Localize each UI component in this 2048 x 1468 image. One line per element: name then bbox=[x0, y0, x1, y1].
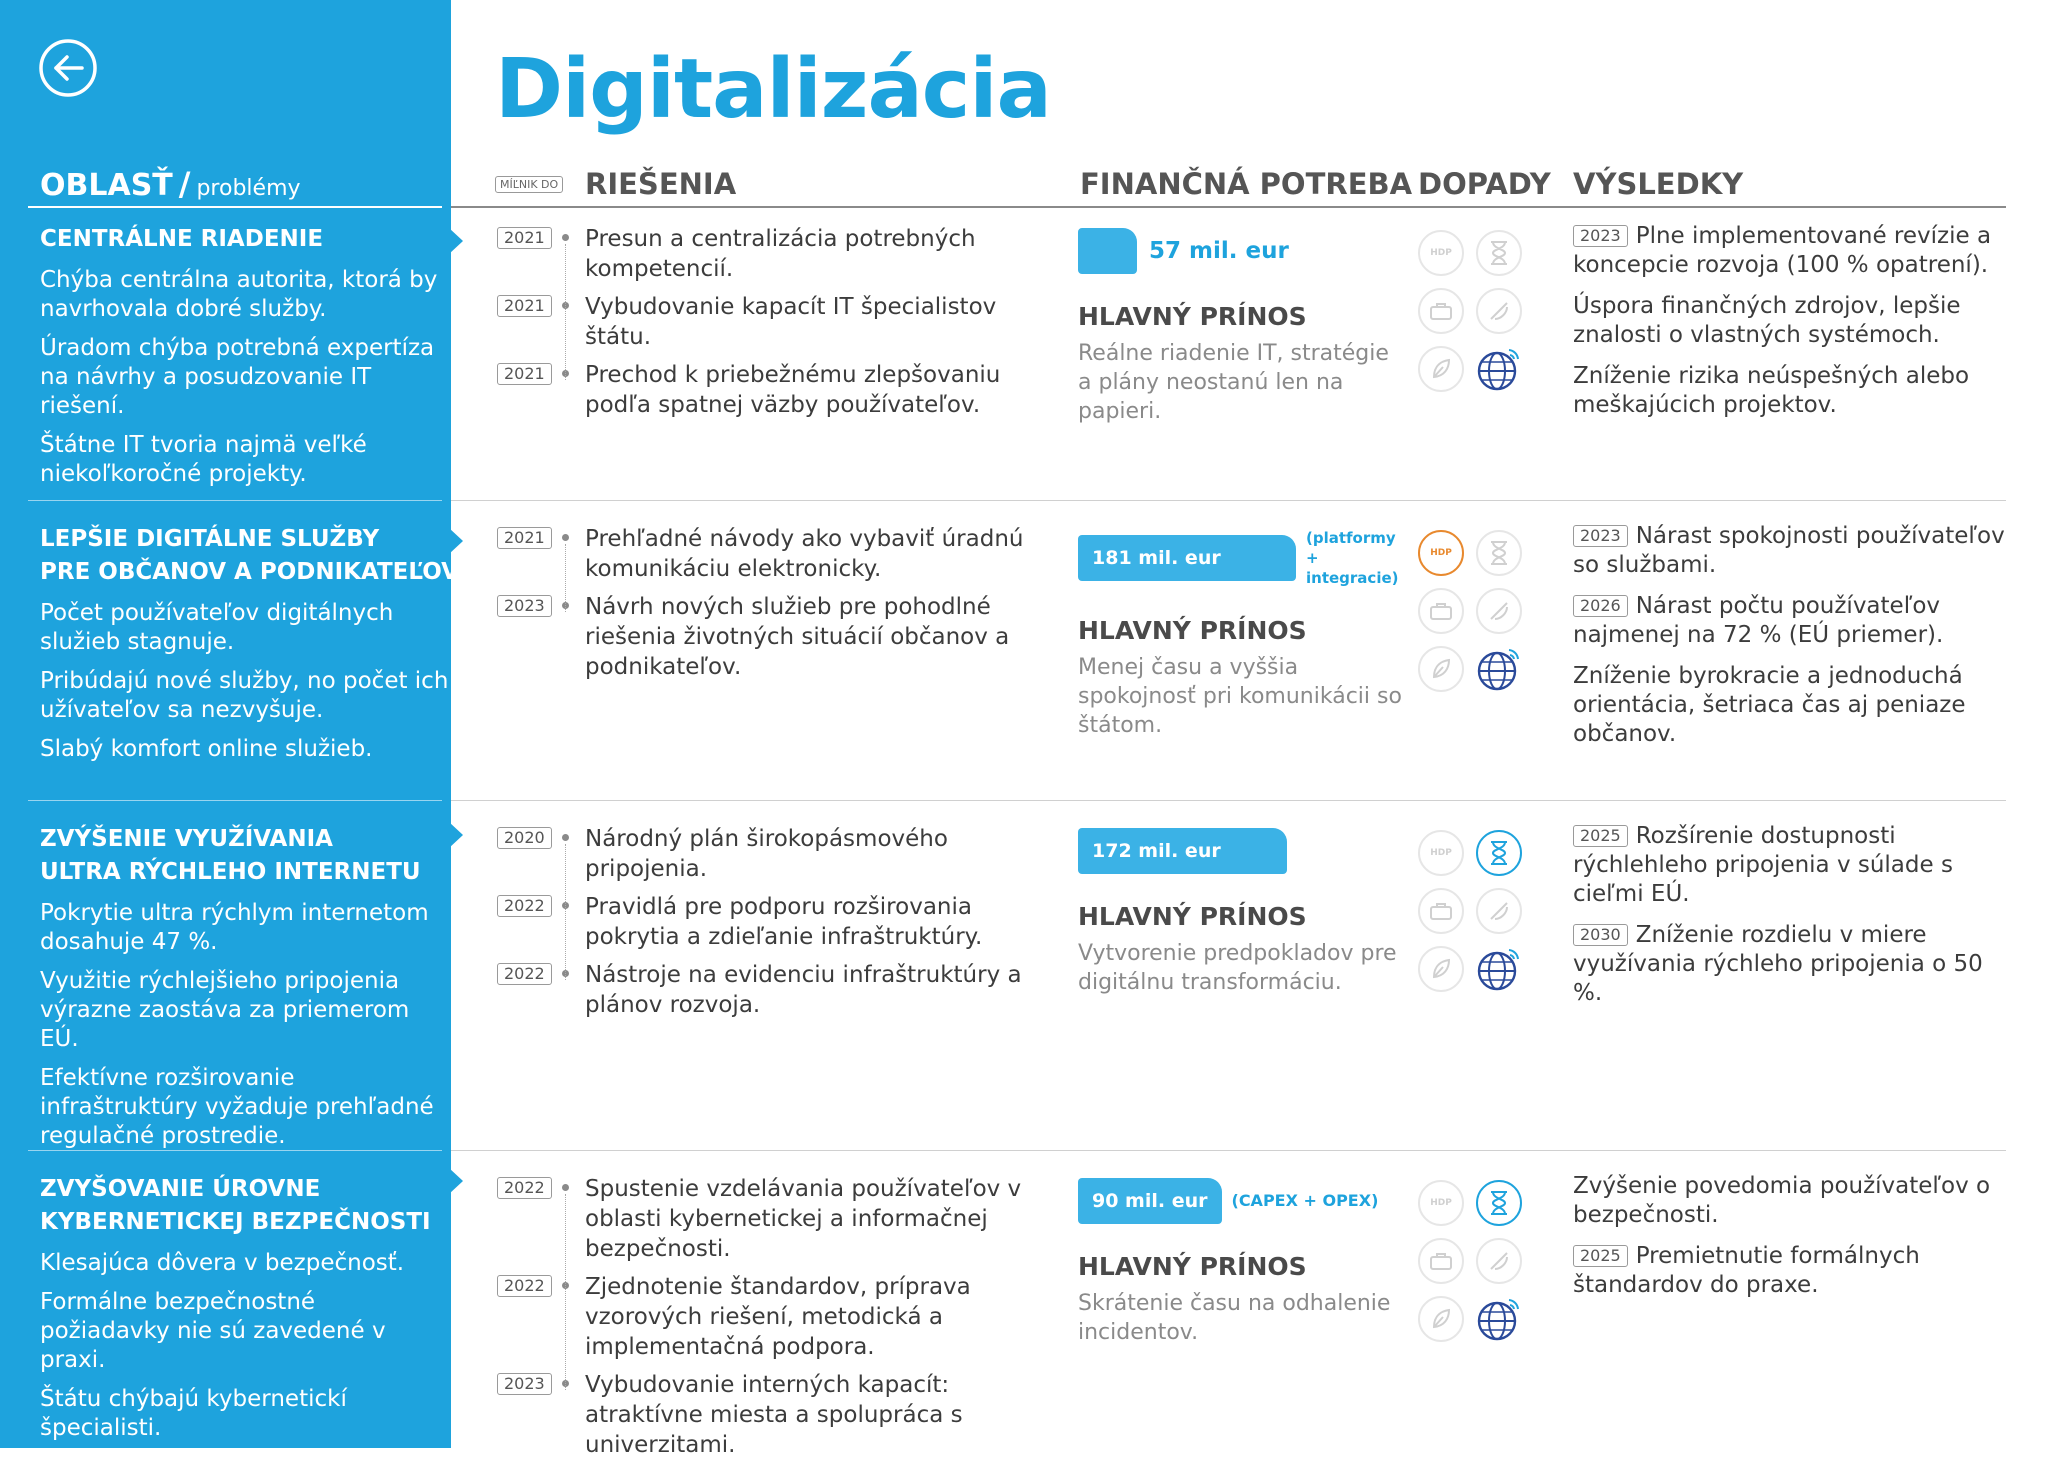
solution-text: Spustenie vzdelávania používateľov v oblasti kybernetickej a informačnej bezpečnosti. bbox=[585, 1176, 1022, 1262]
problem-item: Chýba centrálna autorita, ktorá by navrhovala dobré služby. bbox=[40, 267, 438, 322]
problem-item: Štátu chýbajú kybernetickí špecialisti. bbox=[40, 1386, 347, 1441]
solution-text: Presun a centralizácia potrebných kompetencií. bbox=[585, 226, 976, 282]
funding-bar: 172 mil. eur bbox=[1078, 828, 1287, 874]
result-text: Zníženie rozdielu v miere využívania rýchleho pripojenia o 50 %. bbox=[1573, 922, 1983, 1006]
result-text: Rozšírenie dostupnosti rýchlehleho pripojenia v súlade s cieľmi EÚ. bbox=[1573, 823, 1953, 907]
problems-list bbox=[40, 599, 450, 774]
benefit-text: Skrátenie času na odhalenie incidentov. bbox=[1078, 1291, 1391, 1345]
funding-bar bbox=[1078, 228, 1137, 274]
solution-text: Návrh nových služieb pre pohodlné riešenia životných situácií občanov a podnikateľov. bbox=[585, 594, 1010, 680]
col-financial: FINANČNÁ POTREBA bbox=[1080, 167, 1413, 201]
section-arrow bbox=[449, 822, 463, 848]
result-item bbox=[1573, 822, 2013, 909]
funding-bar: 181 mil. eur bbox=[1078, 535, 1296, 581]
solution-item bbox=[497, 892, 1057, 952]
milestone-year: 2021 bbox=[497, 527, 552, 549]
milestone-year: 2023 bbox=[497, 1373, 552, 1395]
benefit-title: HLAVNÝ PRÍNOS bbox=[1078, 302, 1307, 331]
section-arrow bbox=[449, 528, 463, 554]
result-item bbox=[1573, 1242, 2013, 1300]
results-list bbox=[1573, 222, 2013, 432]
impacts-grid bbox=[1418, 230, 1528, 396]
result-text: Nárast počtu používateľov najmenej na 72 % (EÚ priemer). bbox=[1573, 593, 1944, 648]
sidebar-divider bbox=[28, 500, 442, 501]
row-separator bbox=[451, 800, 2006, 801]
problem-item: Slabý komfort online služieb. bbox=[40, 736, 373, 762]
solution-text: Vybudovanie kapacít IT špecialistov štátu. bbox=[585, 294, 997, 350]
benefit-title: HLAVNÝ PRÍNOS bbox=[1078, 616, 1307, 645]
problem-item: Štátne IT tvoria najmä veľké niekoľkoročné projekty. bbox=[40, 432, 367, 487]
solution-text: Prechod k priebežnému zlepšovaniu podľa spatnej väzby používateľov. bbox=[585, 362, 1001, 418]
financial-block bbox=[1078, 228, 1408, 426]
results-list bbox=[1573, 822, 2013, 1020]
leaf-icon bbox=[1418, 1296, 1464, 1342]
milestone-year: 2022 bbox=[497, 1275, 552, 1297]
result-item bbox=[1573, 921, 2013, 1008]
briefcase-icon bbox=[1418, 888, 1464, 934]
result-year: 2023 bbox=[1573, 525, 1628, 547]
sidebar-header-rule bbox=[28, 206, 442, 208]
result-text: Nárast spokojnosti používateľov so službami. bbox=[1573, 523, 2005, 578]
page-title: Digitalizácia bbox=[495, 42, 1051, 137]
benefit-title: HLAVNÝ PRÍNOS bbox=[1078, 902, 1307, 931]
result-year: 2026 bbox=[1573, 595, 1628, 617]
solution-text: Pravidlá pre podporu rozširovania pokrytia a zdieľanie infraštruktúry. bbox=[585, 894, 983, 950]
funding-amount: 57 mil. eur bbox=[1149, 238, 1289, 264]
section-title-line: ZVÝŠENIE VYUŽÍVANIA bbox=[40, 826, 333, 852]
globe-icon bbox=[1476, 346, 1522, 396]
section-title-line: ZVYŠOVANIE ÚROVNE bbox=[40, 1176, 321, 1202]
hdp-icon: HDP bbox=[1418, 1180, 1464, 1226]
result-item bbox=[1573, 292, 2013, 350]
result-year: 2023 bbox=[1573, 225, 1628, 247]
funding-note: (CAPEX + OPEX) bbox=[1231, 1191, 1379, 1210]
solution-item bbox=[497, 1370, 1057, 1460]
result-text: Plne implementované revízie a koncepcie rozvoja (100 % opatrení). bbox=[1573, 223, 1992, 278]
milestone-label: MÍĽNIK DO bbox=[495, 176, 563, 193]
timeline-line bbox=[565, 844, 567, 980]
solution-text: Národný plán širokopásmového pripojenia. bbox=[585, 826, 948, 882]
solution-item bbox=[497, 524, 1057, 584]
problem-item: Úradom chýba potrebná expertíza na návrhy a posudzovanie IT riešení. bbox=[40, 335, 435, 419]
briefcase-icon bbox=[1418, 588, 1464, 634]
problem-item: Efektívne rozširovanie infraštruktúry vyžaduje prehľadné regulačné prostredie. bbox=[40, 1065, 434, 1149]
solution-item bbox=[497, 824, 1057, 884]
hdp-icon: HDP bbox=[1418, 530, 1464, 576]
problem-item: Klesajúca dôvera v bezpečnosť. bbox=[40, 1250, 405, 1276]
sidebar bbox=[0, 0, 459, 1448]
timeline-line bbox=[565, 1194, 567, 1390]
result-year: 2025 bbox=[1573, 1245, 1628, 1267]
result-text: Premietnutie formálnych štandardov do praxe. bbox=[1573, 1243, 1920, 1298]
timeline-line bbox=[565, 244, 567, 380]
problem-item: Formálne bezpečnostné požiadavky nie sú zavedené v praxi. bbox=[40, 1289, 386, 1373]
solution-text: Prehľadné návody ako vybaviť úradnú komunikáciu elektronicky. bbox=[585, 526, 1024, 582]
section-arrow bbox=[449, 1168, 463, 1194]
milestone-year: 2022 bbox=[497, 963, 552, 985]
milestone-year: 2020 bbox=[497, 827, 552, 849]
solution-item bbox=[497, 292, 1057, 352]
solutions-list bbox=[497, 1174, 1057, 1468]
health-icon bbox=[1476, 288, 1522, 334]
section-title-line: LEPŠIE DIGITÁLNE SLUŽBY bbox=[40, 526, 380, 552]
result-item bbox=[1573, 662, 2013, 749]
col-results: VÝSLEDKY bbox=[1573, 167, 1744, 201]
back-arrow-icon bbox=[38, 38, 98, 98]
briefcase-icon bbox=[1418, 288, 1464, 334]
milestone-year: 2021 bbox=[497, 295, 552, 317]
section-arrow bbox=[449, 228, 463, 254]
benefit-text: Reálne riadenie IT, stratégie a plány neostanú len na papieri. bbox=[1078, 341, 1389, 424]
leaf-icon bbox=[1418, 946, 1464, 992]
result-year: 2030 bbox=[1573, 924, 1628, 946]
hourglass-icon bbox=[1476, 230, 1522, 276]
col-solutions: RIEŠENIA bbox=[585, 167, 737, 201]
solution-text: Zjednotenie štandardov, príprava vzorových riešení, metodická a implementačná podpora. bbox=[585, 1274, 971, 1360]
result-year: 2025 bbox=[1573, 825, 1628, 847]
globe-icon bbox=[1476, 646, 1522, 696]
solution-item bbox=[497, 1272, 1057, 1362]
briefcase-icon bbox=[1418, 1238, 1464, 1284]
problem-item: Počet používateľov digitálnych služieb stagnuje. bbox=[40, 600, 394, 655]
milestone-year: 2021 bbox=[497, 227, 552, 249]
milestone-year: 2023 bbox=[497, 595, 552, 617]
solutions-list bbox=[497, 824, 1057, 1028]
problem-item: Pokrytie ultra rýchlym internetom dosahuje 47 %. bbox=[40, 900, 429, 955]
header-rule bbox=[451, 206, 2006, 208]
financial-row bbox=[1078, 828, 1408, 874]
result-text: Zníženie rizika neúspešných alebo meškajúcich projektov. bbox=[1573, 363, 1970, 418]
timeline-dot bbox=[562, 1184, 569, 1191]
problems-list bbox=[40, 899, 450, 1161]
row-separator bbox=[451, 1150, 2006, 1151]
timeline-dot bbox=[562, 534, 569, 541]
problem-item: Pribúdajú nové služby, no počet ich užívateľov sa nezvyšuje. bbox=[40, 668, 449, 723]
benefit-text: Vytvorenie predpokladov pre digitálnu transformáciu. bbox=[1078, 941, 1397, 995]
timeline-dot bbox=[562, 234, 569, 241]
section-title-line: PRE OBČANOV A PODNIKATEĽOV bbox=[40, 559, 459, 585]
impacts-grid bbox=[1418, 830, 1528, 996]
impacts-grid bbox=[1418, 530, 1528, 696]
financial-block bbox=[1078, 828, 1408, 997]
result-item bbox=[1573, 1172, 2013, 1230]
section-title bbox=[40, 1173, 431, 1239]
section-title-line: ULTRA RÝCHLEHO INTERNETU bbox=[40, 859, 421, 885]
problems-list bbox=[40, 1249, 450, 1453]
hourglass-icon bbox=[1476, 1180, 1522, 1226]
timeline-line bbox=[565, 544, 567, 612]
milestone-year: 2022 bbox=[497, 1177, 552, 1199]
solution-item bbox=[497, 360, 1057, 420]
solution-text: Vybudovanie interných kapacít: atraktívne miesta a spolupráca s univerzitami. bbox=[585, 1372, 963, 1458]
leaf-icon bbox=[1418, 646, 1464, 692]
result-item bbox=[1573, 362, 2013, 420]
hourglass-icon bbox=[1476, 530, 1522, 576]
results-list bbox=[1573, 522, 2013, 761]
solution-item bbox=[497, 960, 1057, 1020]
solution-item bbox=[497, 1174, 1057, 1264]
hourglass-icon bbox=[1476, 830, 1522, 876]
solution-text: Nástroje na evidenciu infraštruktúry a plánov rozvoja. bbox=[585, 962, 1022, 1018]
problems-label: problémy bbox=[196, 176, 301, 201]
globe-icon bbox=[1476, 1296, 1522, 1346]
result-item bbox=[1573, 522, 2013, 580]
problem-item: Využitie rýchlejšieho pripojenia výrazne zaostáva za priemerom EÚ. bbox=[40, 968, 410, 1052]
row-separator bbox=[451, 500, 2006, 501]
section-title bbox=[40, 223, 323, 256]
health-icon bbox=[1476, 888, 1522, 934]
solutions-list bbox=[497, 224, 1057, 428]
section-title-line: CENTRÁLNE RIADENIE bbox=[40, 226, 324, 252]
result-item bbox=[1573, 592, 2013, 650]
health-icon bbox=[1476, 1238, 1522, 1284]
financial-block bbox=[1078, 528, 1408, 740]
leaf-icon bbox=[1418, 346, 1464, 392]
milestone-year: 2021 bbox=[497, 363, 552, 385]
result-text: Zníženie byrokracie a jednoduchá orientácia, šetriaca čas aj peniaze občanov. bbox=[1573, 663, 1966, 747]
milestone-year: 2022 bbox=[497, 895, 552, 917]
section-title bbox=[40, 823, 421, 889]
result-item bbox=[1573, 222, 2013, 280]
solution-item bbox=[497, 592, 1057, 682]
health-icon bbox=[1476, 588, 1522, 634]
globe-icon bbox=[1476, 946, 1522, 996]
impacts-grid bbox=[1418, 1180, 1528, 1346]
benefit-title: HLAVNÝ PRÍNOS bbox=[1078, 1252, 1307, 1281]
section-title bbox=[40, 523, 459, 589]
results-list bbox=[1573, 1172, 2013, 1312]
benefit-text: Menej času a vyššia spokojnosť pri komunikácii so štátom. bbox=[1078, 655, 1402, 738]
col-impacts: DOPADY bbox=[1418, 167, 1551, 201]
timeline-dot bbox=[562, 834, 569, 841]
financial-block bbox=[1078, 1178, 1408, 1347]
result-text: Zvýšenie povedomia používateľov o bezpečnosti. bbox=[1573, 1173, 1991, 1228]
sidebar-divider bbox=[28, 800, 442, 801]
funding-note: (platformy + integracie) bbox=[1306, 529, 1399, 587]
problems-list bbox=[40, 266, 450, 499]
solution-item bbox=[497, 224, 1057, 284]
financial-row bbox=[1078, 1178, 1408, 1224]
section-title-line: KYBERNETICKEJ BEZPEČNOSTI bbox=[40, 1209, 431, 1235]
solutions-list bbox=[497, 524, 1057, 690]
funding-bar: 90 mil. eur bbox=[1078, 1178, 1222, 1224]
financial-row bbox=[1078, 528, 1408, 588]
result-text: Úspora finančných zdrojov, lepšie znalosti o vlastných systémoch. bbox=[1573, 293, 1961, 348]
back-button[interactable] bbox=[38, 38, 98, 98]
financial-row bbox=[1078, 228, 1408, 274]
hdp-icon: HDP bbox=[1418, 830, 1464, 876]
area-header bbox=[40, 165, 301, 203]
hdp-icon: HDP bbox=[1418, 230, 1464, 276]
area-slash: / bbox=[178, 165, 191, 203]
area-label: OBLASŤ bbox=[40, 168, 173, 203]
